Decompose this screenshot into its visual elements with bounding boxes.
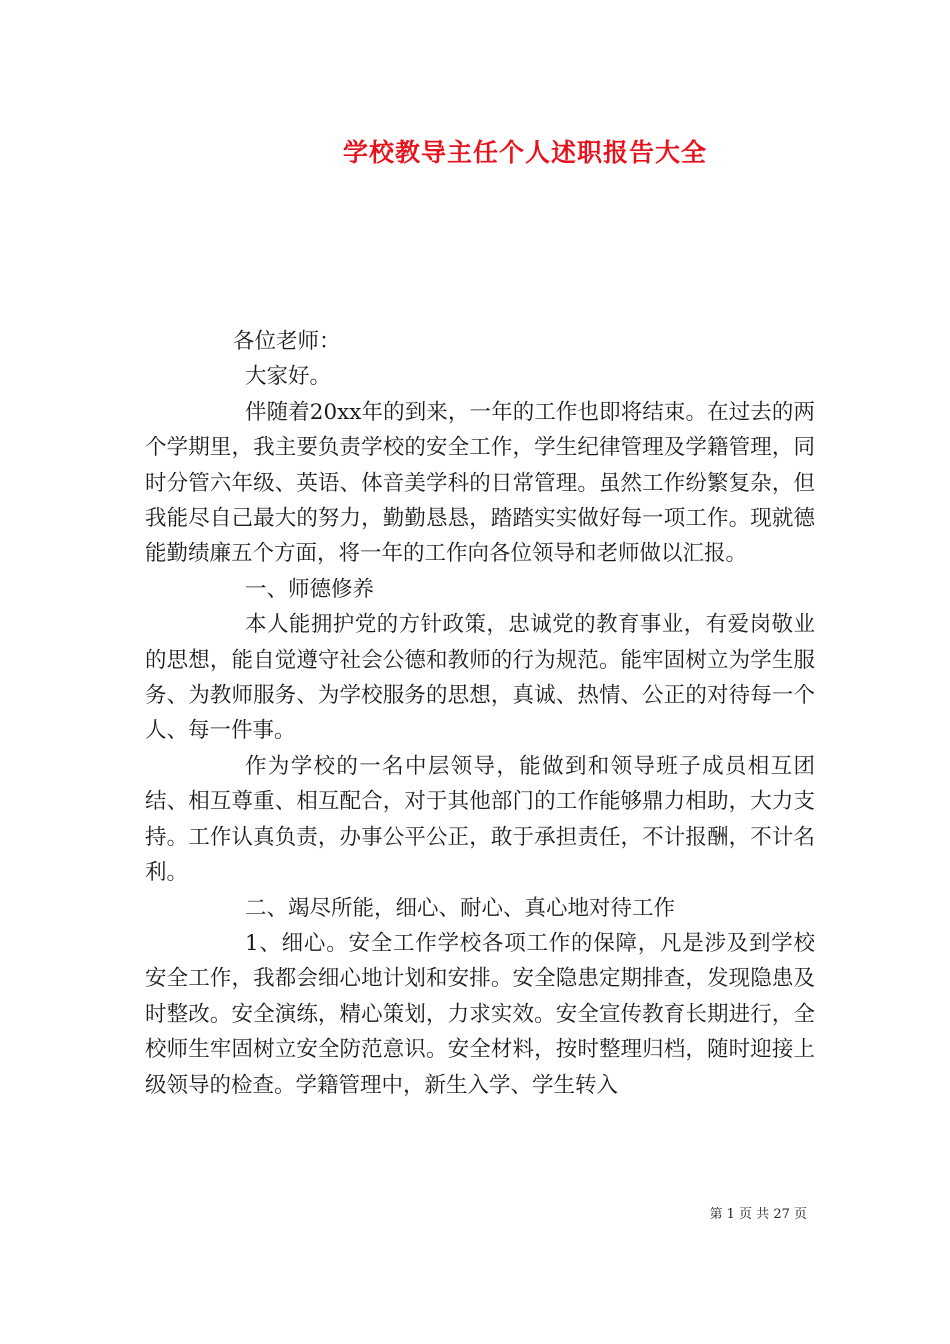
salutation: 各位老师： — [233, 329, 341, 354]
paragraph-intro: 伴随着20xx年的到来，一年的工作也即将结束。在过去的两个学期里，我主要负责学校的安全工作，学生纪律管理及学籍管理，同时分管六年级、英语、体音美学科的日常管理。虽然工作纷繁复杂，但我能尽自己最大的努力，勤勤恳恳，踏踏实实做好每一项工作。现就德能勤绩廉五个方面，将一年的工作向各位领导和老师做以汇报。 — [145, 399, 815, 567]
greeting: 大家好。 — [245, 364, 332, 390]
document-title: 学校教导主任个人述职报告大全 — [342, 138, 707, 167]
section-heading-1: 一、师德修养 — [245, 576, 375, 602]
section-heading-2: 二、竭尽所能，细心、耐心、真心地对待工作 — [245, 895, 676, 921]
document-body — [145, 324, 815, 1103]
paragraph-section1-1: 本人能拥护党的方针政策，忠诚党的教育事业，有爱岗敬业的思想，能自觉遵守社会公德和教师的行为规范。能牢固树立为学生服务、为教师服务、为学校服务的思想，真诚、热情、公正的对待每一个人、每一件事。 — [145, 612, 815, 744]
page-number-footer: 第 1 页 共 27 页 — [709, 1207, 807, 1222]
paragraph-section2-1: 1、细心。安全工作学校各项工作的保障，凡是涉及到学校安全工作，我都会细心地计划和安排。安全隐患定期排查，发现隐患及时整改。安全演练，精心策划，力求实效。安全宣传教育长期进行，全校师生牢固树立安全防范意识。安全材料，按时整理归档，随时迎接上级领导的检查。学籍管理中，新生入学、学生转入 — [145, 930, 815, 1098]
paragraph-section1-2: 作为学校的一名中层领导，能做到和领导班子成员相互团结、相互尊重、相互配合，对于其他部门的工作能够鼎力相助，大力支持。工作认真负责，办事公平公正，敢于承担责任，不计报酬，不计名利。 — [145, 753, 815, 886]
